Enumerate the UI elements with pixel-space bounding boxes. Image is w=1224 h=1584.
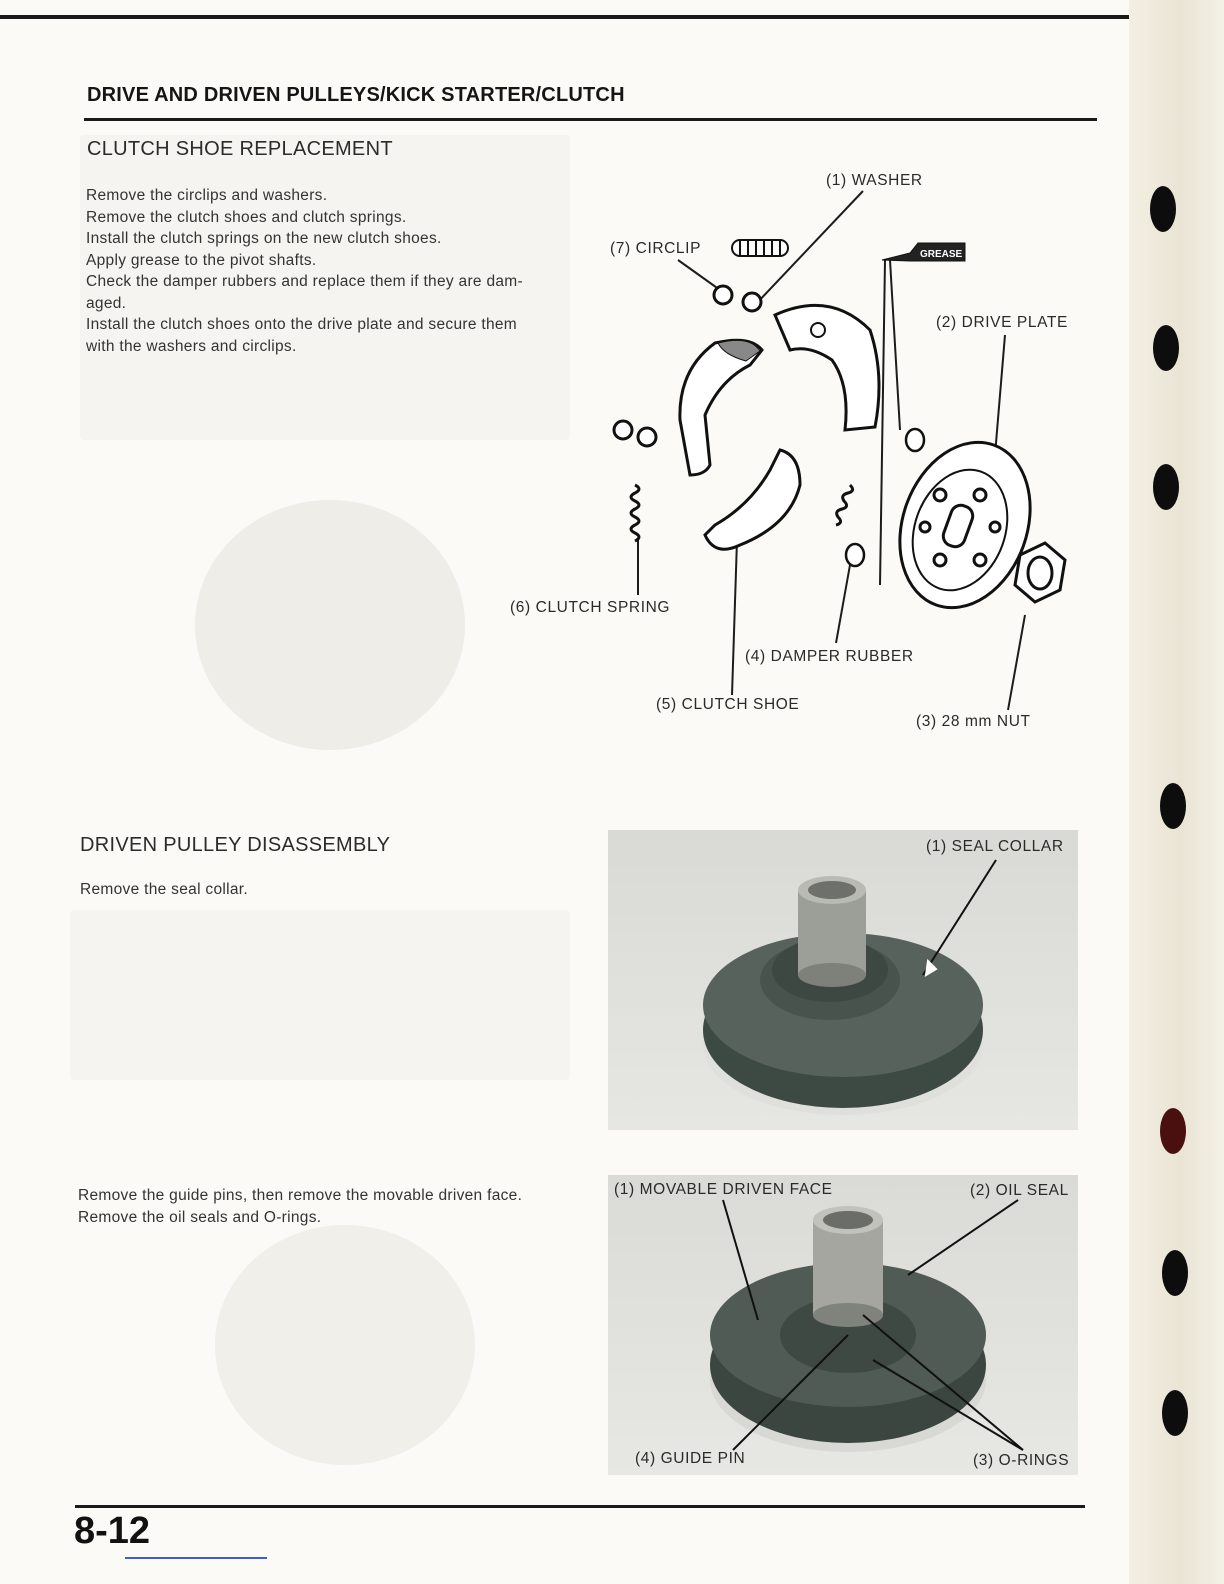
grease-leader-line bbox=[880, 260, 885, 585]
circlip-leader-line bbox=[678, 260, 720, 290]
drive-plate-label: (2) DRIVE PLATE bbox=[936, 314, 1068, 331]
punch-hole bbox=[1150, 186, 1176, 232]
page-number: 8-12 bbox=[74, 1510, 151, 1552]
instruction-line: Check the damper rubbers and replace them if they are dam- bbox=[86, 273, 523, 290]
instruction-line: Remove the clutch shoes and clutch springs. bbox=[86, 208, 407, 226]
damper-rubber-label: (4) DAMPER RUBBER bbox=[745, 648, 914, 665]
footer-link-underline bbox=[125, 1557, 267, 1559]
clutch-spring-label: (6) CLUTCH SPRING bbox=[510, 599, 671, 616]
clutch-shoe-right-icon bbox=[775, 305, 879, 430]
movable-driven-face-label: (1) MOVABLE DRIVEN FACE bbox=[614, 1181, 833, 1198]
grease-tube-icon bbox=[882, 243, 965, 261]
grease-leader-line bbox=[890, 260, 900, 430]
circlip-icon bbox=[732, 240, 788, 256]
punch-hole bbox=[1153, 464, 1179, 510]
punch-hole bbox=[1162, 1250, 1188, 1296]
circlip-label: (7) CIRCLIP bbox=[610, 240, 702, 257]
driven-pulley-photo bbox=[608, 830, 1078, 1130]
remove-guide-pins-text bbox=[78, 1185, 598, 1228]
clutch-spring-icon bbox=[631, 485, 639, 541]
bleed-through-figure bbox=[195, 500, 465, 750]
bleed-through-figure bbox=[70, 910, 570, 1080]
washer-label: (1) WASHER bbox=[826, 172, 923, 189]
instruction-line: aged. bbox=[86, 294, 127, 312]
bleed-through-figure bbox=[215, 1225, 475, 1465]
guide-pin-label: (4) GUIDE PIN bbox=[635, 1450, 746, 1467]
driven-pulley-section-title: DRIVEN PULLEY DISASSEMBLY bbox=[80, 834, 391, 856]
header-rule bbox=[84, 118, 1097, 121]
punch-hole bbox=[1160, 1108, 1186, 1154]
clutch-shoe-left-icon bbox=[680, 340, 762, 475]
footer-rule bbox=[75, 1505, 1085, 1508]
punch-hole bbox=[1162, 1390, 1188, 1436]
nut-label: (3) 28 mm NUT bbox=[916, 713, 1031, 730]
clutch-spring-icon bbox=[836, 485, 853, 525]
clutch-shoe-section-title: CLUTCH SHOE REPLACEMENT bbox=[87, 138, 393, 160]
top-rule bbox=[0, 15, 1205, 19]
seal-collar-label: (1) SEAL COLLAR bbox=[926, 838, 1064, 855]
nut-leader-line bbox=[1008, 615, 1025, 710]
clutch-shoe-label: (5) CLUTCH SHOE bbox=[656, 696, 800, 713]
punch-hole bbox=[1160, 783, 1186, 829]
grease-label: GREASE bbox=[920, 249, 963, 260]
punch-hole bbox=[1153, 325, 1179, 371]
remove-seal-collar-text: Remove the seal collar. bbox=[80, 881, 249, 898]
driven-pulley-photo-image bbox=[608, 830, 1078, 1130]
instruction-line: Install the clutch springs on the new clutch shoes. bbox=[86, 230, 442, 247]
page-header-title: DRIVE AND DRIVEN PULLEYS/KICK STARTER/CLUTCH bbox=[87, 84, 625, 106]
instruction-line: Remove the circlips and washers. bbox=[86, 187, 328, 204]
clutch-shoe-leader-line bbox=[732, 540, 737, 695]
oil-seal-label: (2) OIL SEAL bbox=[970, 1182, 1069, 1199]
o-rings-label: (3) O-RINGS bbox=[973, 1452, 1070, 1469]
drive-plate-leader-line bbox=[995, 335, 1005, 455]
instruction-line: Remove the guide pins, then remove the movable driven face. bbox=[78, 1187, 523, 1204]
oil-seal-leader-line bbox=[908, 1200, 1018, 1275]
movable-driven-face-photo bbox=[608, 1175, 1078, 1475]
instruction-line: with the washers and circlips. bbox=[86, 337, 297, 355]
clutch-shoe-bottom-icon bbox=[705, 450, 800, 549]
instruction-line: Apply grease to the pivot shafts. bbox=[86, 251, 317, 269]
seal-collar-leader-line bbox=[923, 860, 996, 975]
damper-rubber-leader-line bbox=[836, 565, 850, 643]
movable-driven-face-photo-image bbox=[608, 1175, 1078, 1475]
instruction-line: Remove the oil seals and O-rings. bbox=[78, 1208, 322, 1226]
instruction-line: Install the clutch shoes onto the drive plate and secure them bbox=[86, 316, 518, 333]
